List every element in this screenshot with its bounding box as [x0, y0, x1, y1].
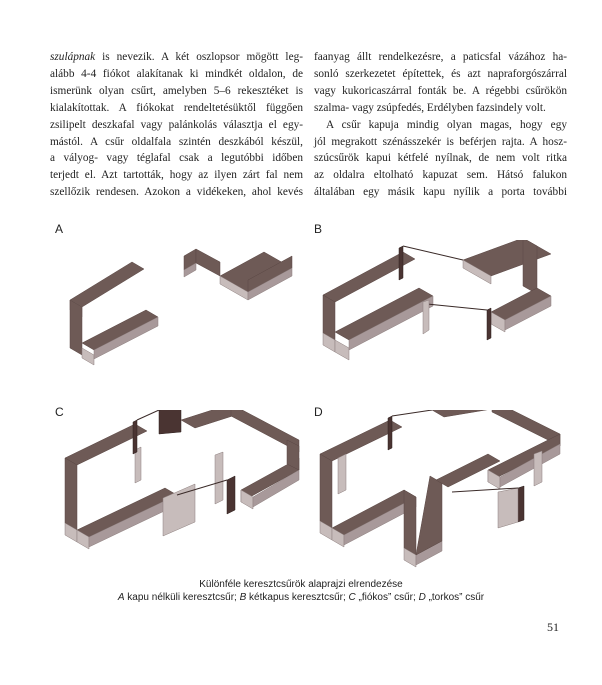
gate-c-left [133, 420, 137, 454]
caption-letter: B [239, 592, 247, 603]
text-line-content: ismerünk olyan csűrt, amelyben 5–6 rekesztéket is [50, 84, 303, 97]
text-line [50, 83, 303, 100]
caption-description: kétkapus keresztcsűr; [246, 592, 349, 603]
text-line-content: mástól. A csűr oldalfala szintén deszkából készül, [50, 135, 303, 148]
figure-c-floorplan [55, 410, 305, 570]
text-line [314, 117, 567, 134]
gate-d-right [518, 486, 524, 522]
caption-letter: D [418, 592, 426, 603]
text-line [314, 184, 567, 201]
caption-letter: C [348, 592, 356, 603]
text-line-content: a vályog- vagy téglafal csak a legutóbbi időben [50, 152, 303, 165]
figure-b-floorplan [315, 240, 565, 370]
text-line [314, 150, 567, 167]
text-line [50, 184, 303, 201]
text-line [314, 66, 567, 83]
text-column-left [50, 49, 303, 201]
text-line-content: terjedt el. Azt tartották, hogy az ilyen zárt fal nem [50, 169, 303, 182]
text-line [50, 100, 303, 117]
text-line-content: jól megrakott szénásszekér is beférjen rajta. A hosz- [314, 135, 567, 148]
text-line [50, 134, 303, 151]
text-line-content: is nevezik. A két oszlopsor mögött leg- [95, 51, 303, 63]
text-line [50, 167, 303, 184]
text-line [314, 134, 567, 151]
text-line [314, 83, 567, 100]
text-line [314, 49, 567, 66]
figure-d-floorplan [312, 410, 567, 570]
gate-right [487, 308, 491, 340]
wall-group-right [184, 249, 292, 300]
text-line-content: vagy kukoricaszárral fonták be. A régebbi csűrökön [314, 84, 567, 97]
text-line-content: szalma- vagy zsúpfedés, Erdélyben fazsindely volt. [314, 101, 546, 114]
text-line-content: alább 4-4 fiókot alakítanak ki mindkét oldalon, de [50, 67, 303, 80]
gate-c-right [227, 476, 235, 514]
text-line-content: zsilipelt deszkafal vagy palánkolás választja el egy- [50, 118, 303, 131]
text-line-content: kialakítottak. A fiókokat rendeltetésüktől függően [50, 101, 303, 114]
gate-d-left [388, 416, 392, 450]
text-line [314, 100, 567, 117]
figure-label-b: B [314, 222, 323, 236]
caption-description: kapu nélküli keresztcsűr; [124, 592, 240, 603]
text-line-content: faanyag állt rendelkezésre, a paticsfal vázához ha- [314, 51, 567, 63]
figure-caption-legend [0, 591, 602, 604]
text-line-content: szúcsűrök kapui kétfelé nyílnak, de nem volt ritka [314, 152, 567, 165]
figure-label-d: D [314, 405, 323, 419]
text-line [50, 49, 303, 66]
gate-left [399, 246, 403, 280]
caption-description: „fiókos” csűr; [355, 592, 419, 603]
text-line-content: A csűr kapuja mindig olyan magas, hogy egy [326, 118, 567, 131]
text-line [314, 167, 567, 184]
text-line [50, 66, 303, 83]
emphasized-term: szulápnak [50, 51, 96, 63]
caption-letter: A [117, 592, 125, 603]
figure-label-a: A [55, 222, 64, 236]
text-column-right [314, 49, 567, 201]
wall-group-left [70, 262, 158, 365]
text-line-content: általában egy másik kapu nyílik a porta további [314, 186, 567, 199]
figure-caption-title: Különféle keresztcsűrök alaprajzi elrendezése [199, 579, 403, 590]
figure-label-c: C [55, 405, 64, 419]
caption-description: „torkos” csűr [425, 592, 485, 603]
text-line-content: sonló szerkezetet építettek, és azt napraforgószárral [314, 67, 567, 80]
text-line-content: szellőzik rendesen. Azokon a vidékeken, ahol kevés [50, 186, 303, 199]
text-line [50, 150, 303, 167]
gate-c-top [159, 410, 181, 434]
text-line [50, 117, 303, 134]
text-line-content: az oldalra eltolható kapuzat sem. Hátsó falukon [314, 169, 567, 182]
page-number: 51 [547, 620, 559, 634]
figure-a-floorplan [60, 240, 300, 375]
